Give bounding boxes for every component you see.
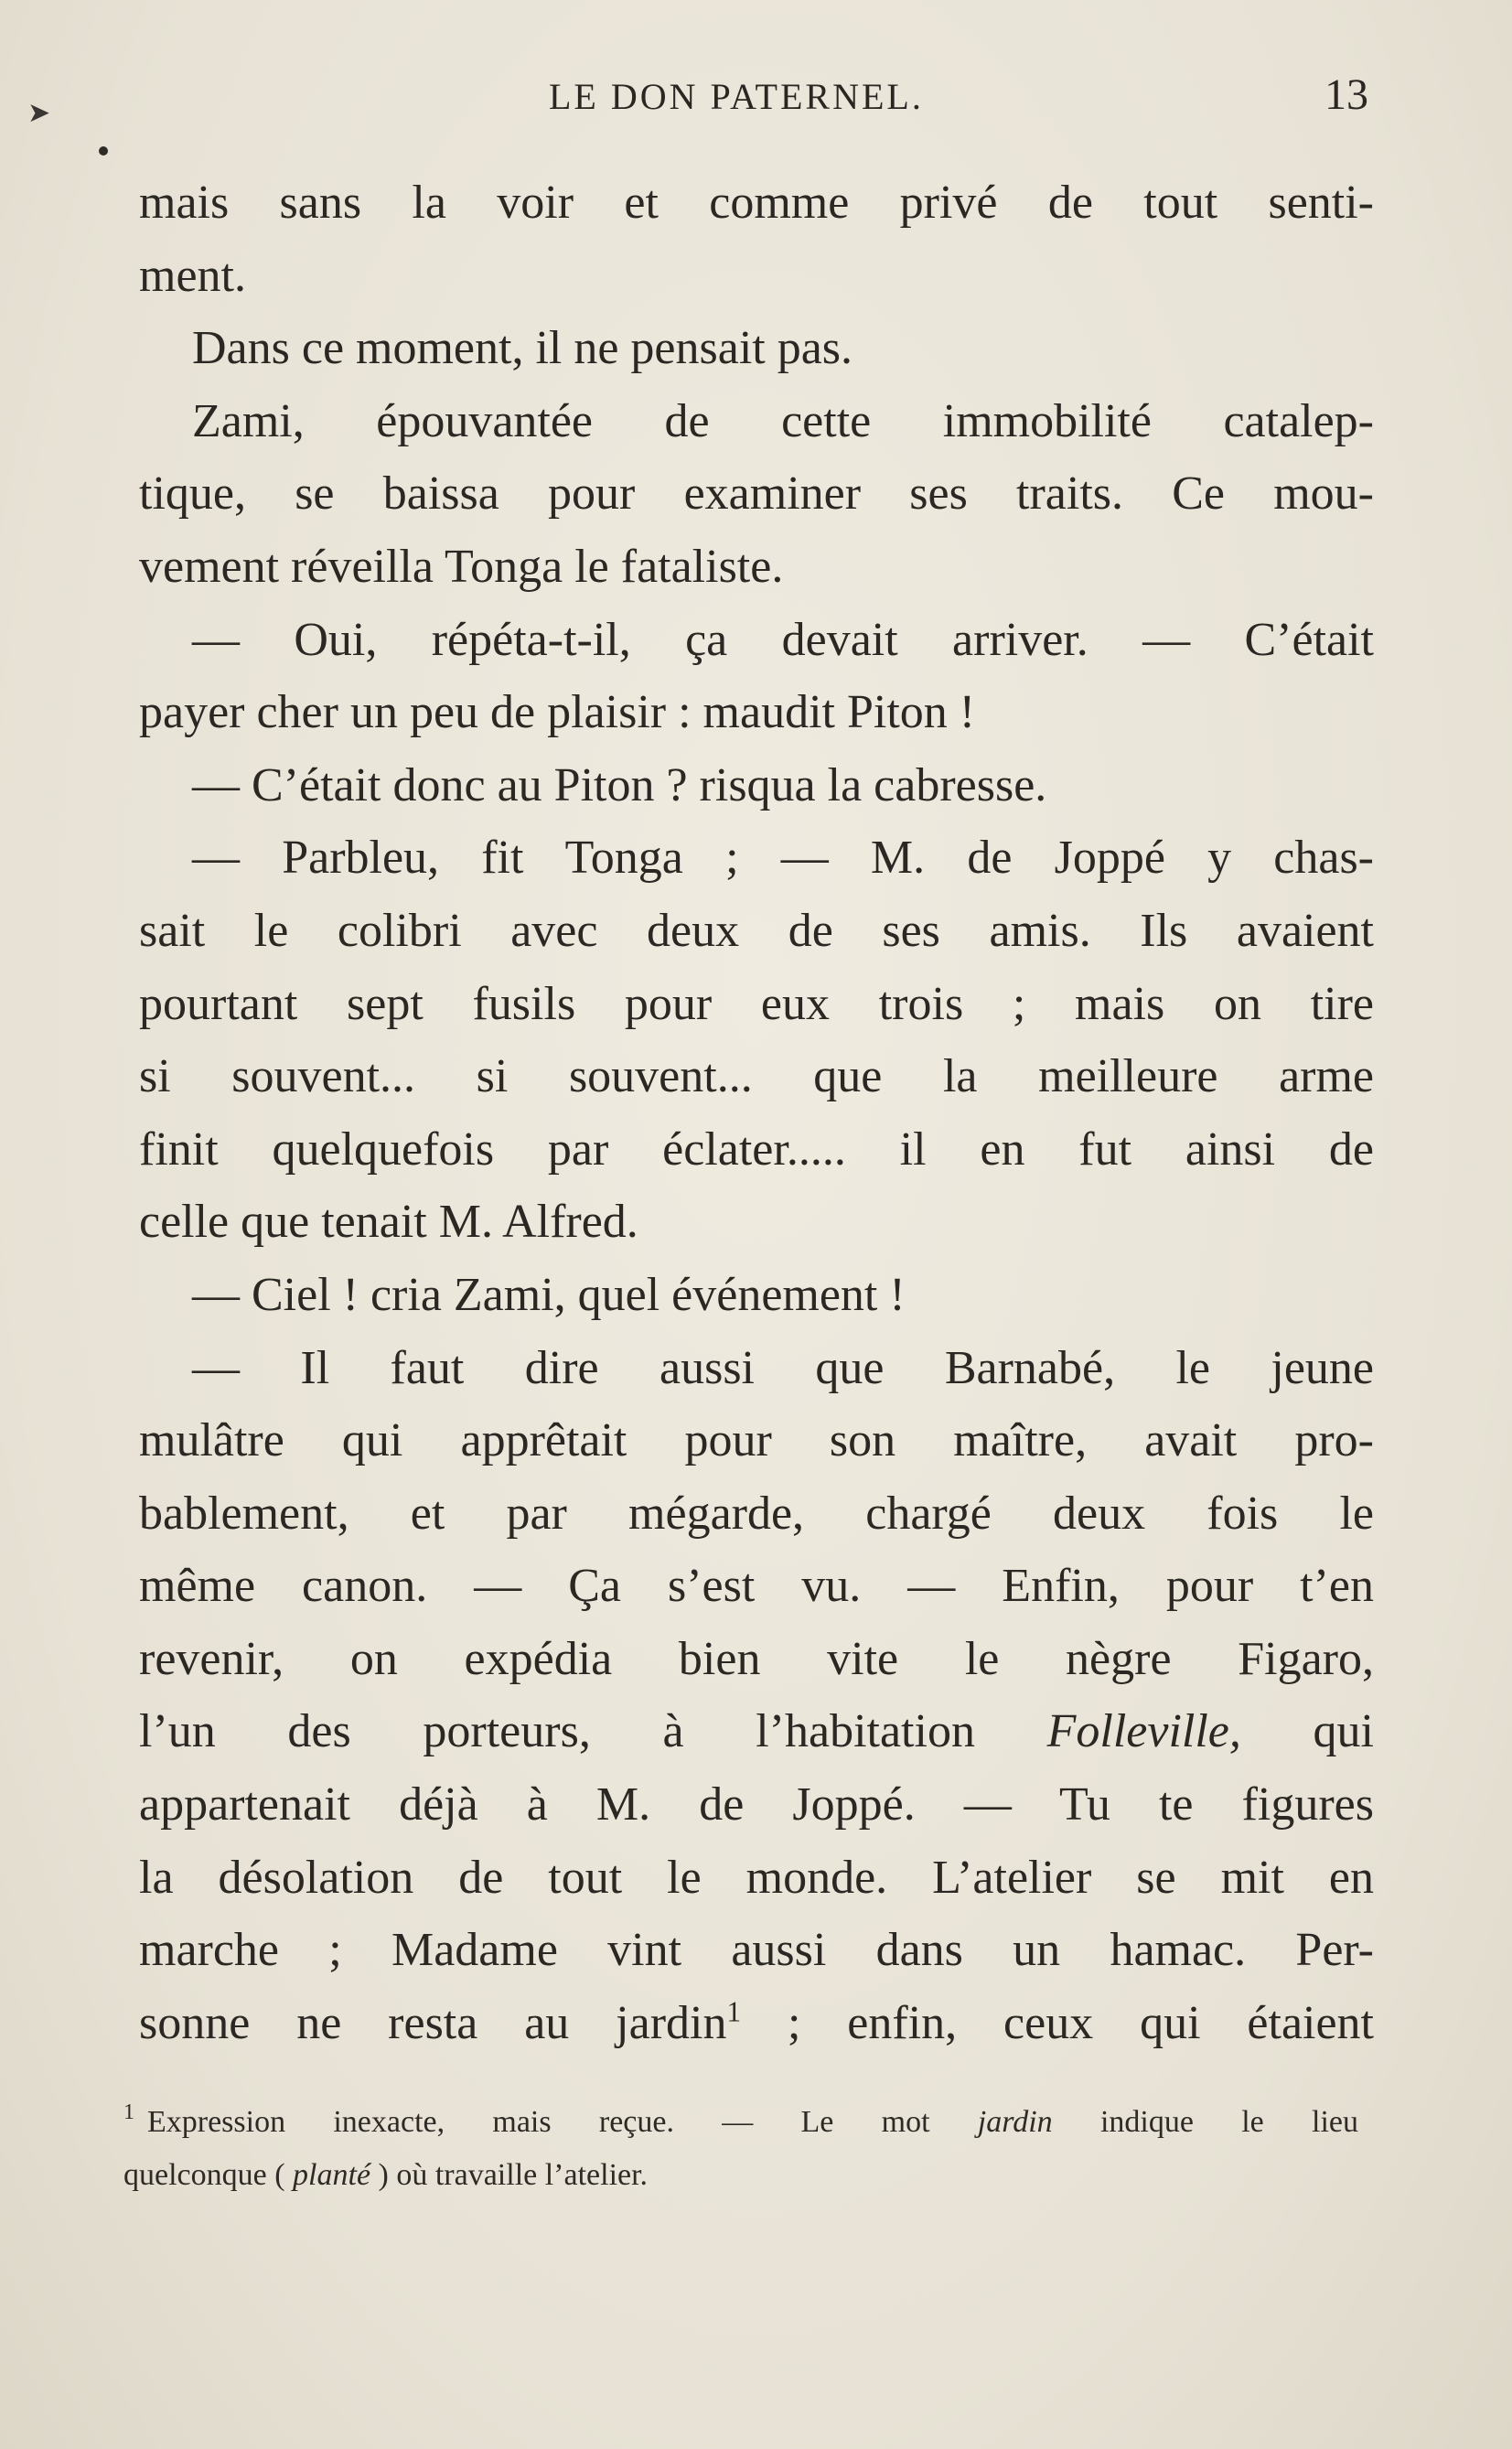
- text-segment: ; enfin, ceux qui étaient: [741, 1996, 1374, 2049]
- text-line: Zami, épouvantée de cette immobilité catalep-: [192, 394, 1374, 447]
- text-segment: Expression inexacte, mais reçue. — Le mot: [147, 2105, 978, 2139]
- text-line: celle que tenait M. Alfred.: [139, 1196, 638, 1249]
- page-number: 13: [1324, 70, 1368, 119]
- text-line: mulâtre qui apprêtait pour son maître, avait pro-: [139, 1414, 1374, 1467]
- italic-term: planté: [293, 2158, 371, 2192]
- text-line: pourtant sept fusils pour eux trois ; mais on tire: [139, 977, 1374, 1030]
- text-line: — Ciel ! cria Zami, quel événement !: [192, 1268, 906, 1321]
- text-line: [139, 1987, 1374, 2060]
- text-line: si souvent... si souvent... que la meilleure arme: [139, 1050, 1374, 1103]
- text-line: même canon. — Ça s’est vu. — Enfin, pour t’en: [139, 1560, 1374, 1613]
- text-line: bablement, et par mégarde, chargé deux fois le: [139, 1487, 1374, 1540]
- text-line: revenir, on expédia bien vite le nègre Figaro,: [139, 1632, 1374, 1685]
- margin-arrow-icon: ➤: [27, 97, 51, 129]
- italic-term: jardin: [977, 2105, 1053, 2139]
- text-segment: l’un des porteurs, à l’habitation: [139, 1705, 1047, 1758]
- text-segment: sonne ne resta au jardin: [139, 1996, 727, 2049]
- text-line: — C’était donc au Piton ? risqua la cabresse.: [192, 758, 1047, 811]
- text-line: — Oui, répéta-t-il, ça devait arriver. — C’était: [192, 613, 1374, 666]
- footnote: [123, 2086, 1358, 2202]
- text-line: la désolation de tout le monde. L’atelier se mit en: [139, 1851, 1374, 1904]
- text-line: finit quelquefois par éclater..... il en fut ainsi de: [139, 1122, 1374, 1176]
- text-line: sait le colibri avec deux de ses amis. Ils avaient: [139, 904, 1374, 957]
- text-line: — Parbleu, fit Tonga ; — M. de Joppé y chas-: [192, 832, 1374, 885]
- running-head: LE DON PATERNEL.: [549, 76, 924, 117]
- margin-dot-icon: [99, 146, 108, 156]
- text-line: Dans ce moment, il ne pensait pas.: [192, 322, 853, 375]
- footnote-reference[interactable]: 1: [726, 1995, 742, 2028]
- text-segment: ) où travaille l’atelier.: [370, 2158, 649, 2192]
- italic-place-name: Folleville,: [1046, 1705, 1241, 1758]
- text-segment: quelconque (: [123, 2158, 294, 2192]
- footnote-line: [123, 2149, 1358, 2202]
- text-line: mais sans la voir et comme privé de tout senti-: [139, 177, 1374, 229]
- text-line: vement réveilla Tonga le fataliste.: [139, 540, 784, 593]
- text-segment: qui: [1240, 1705, 1374, 1758]
- text-line: tique, se baissa pour examiner ses traits. Ce mou-: [139, 467, 1374, 521]
- text-line: ment.: [139, 249, 246, 302]
- footnote-line: [123, 2086, 1358, 2149]
- text-line: payer cher un peu de plaisir : maudit Piton !: [139, 686, 976, 739]
- text-line: appartenait déjà à M. de Joppé. — Tu te figures: [139, 1778, 1374, 1831]
- text-segment: indique le lieu: [1052, 2105, 1358, 2139]
- text-line: marche ; Madame vint aussi dans un hamac. Per-: [139, 1924, 1374, 1977]
- body-text: [139, 166, 1374, 2059]
- text-line: — Il faut dire aussi que Barnabé, le jeune: [192, 1341, 1374, 1394]
- text-line: [139, 1695, 1374, 1768]
- footnote-marker: 1: [123, 2100, 134, 2124]
